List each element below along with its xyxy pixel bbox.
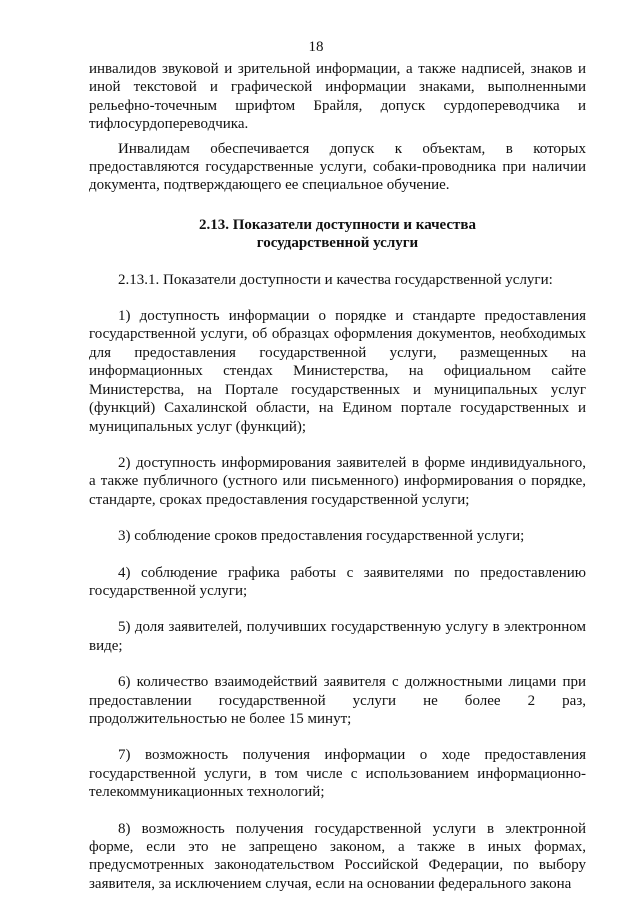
list-item-3: 3) соблюдение сроков предоставления государственной услуги;: [118, 528, 525, 545]
list-item-7: 7) возможность получения информации о ходе предоставления государственной услуги, в том числе с использованием информационно-телекоммуникационных технологий;: [89, 747, 586, 801]
page-number: 18: [308, 39, 324, 55]
paragraph-guide-dogs: Инвалидам обеспечивается допуск к объектам, в которых предоставляются государственные услуги, собаки-проводника при наличии документа, подтверждающего ее специальное обучение.: [89, 140, 586, 194]
list-item-6: 6) количество взаимодействий заявителя с должностными лицами при предоставлении государственной услуги не более 2 раз, продолжительностью не более 15 минут;: [89, 674, 586, 727]
section-lead: 2.13.1. Показатели доступности и качества государственной услуги:: [118, 271, 553, 288]
list-item-1: 1) доступность информации о порядке и стандарте предоставления государственной услуги, об образцах оформления документов, необходимых для предоставления государственной услуги, размещенных на информационных стендах Министерства, на официальном сайте Министерства, на Портале государственных и муниципальных услуг (функций) Сахалинской области, на Едином портале государственных и муниципальных услуг (функций);: [89, 308, 586, 435]
list-item-8: 8) возможность получения государственной услуги в электронной форме, если это не запрещено законом, а также в иных формах, предусмотренных законодательством Российской Федерации, по выбору заявителя, за исключением случая, если на основании федерального закона: [89, 820, 586, 892]
section-heading-line-1: 2.13. Показатели доступности и качества: [198, 216, 477, 233]
section-heading-line-2: государственной услуги: [256, 235, 419, 252]
document-body: [89, 60, 586, 893]
paragraph-continuation: инвалидов звуковой и зрительной информации, а также надписей, знаков и иной текстовой и графической информации знаками, выполненными рельефно-точечным шрифтом Брайля, допуск сурдопереводчика и тифлосурдопереводчика.: [89, 61, 586, 133]
section-heading: [89, 216, 586, 253]
list-item-2: 2) доступность информирования заявителей в форме индивидуального, а также публичного (устного или письменного) информирования о порядке, стандарте, сроках предоставления государственной услуги;: [89, 454, 586, 508]
list-item-5: 5) доля заявителей, получивших государственную услугу в электронном виде;: [89, 619, 586, 654]
list-item-4: 4) соблюдение графика работы с заявителями по предоставлению государственной услуги;: [89, 564, 586, 599]
